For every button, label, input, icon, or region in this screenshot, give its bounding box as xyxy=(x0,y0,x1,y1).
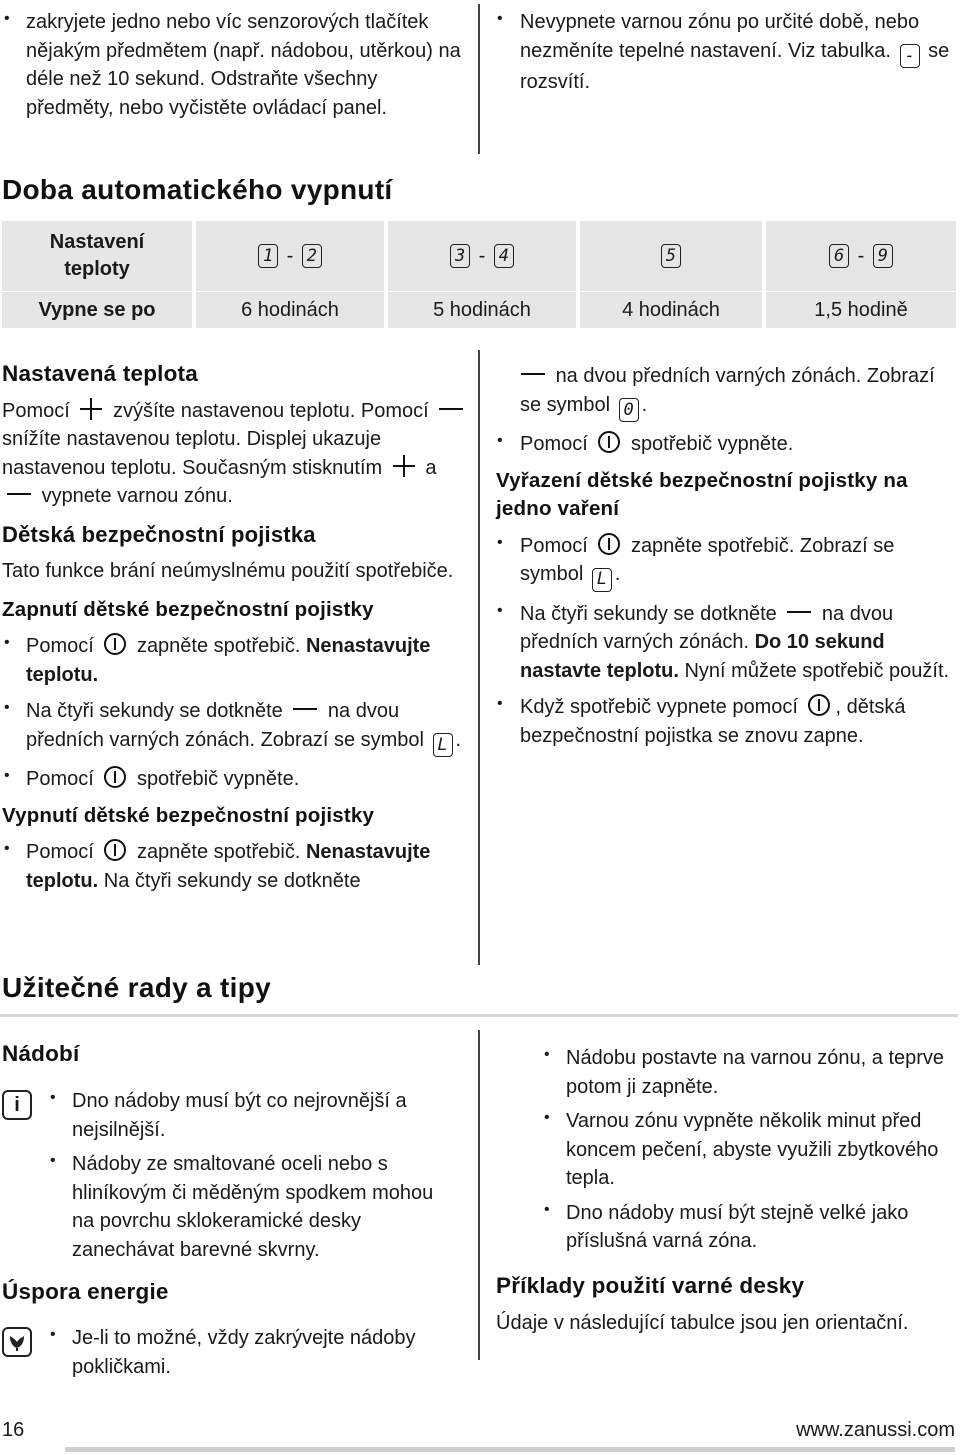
minus-icon xyxy=(6,482,32,506)
list-item: • Dno nádoby musí být co nejrovnější a nejsilnější. xyxy=(48,1087,460,1144)
power-icon xyxy=(103,838,127,862)
list-item: • Nádobu postavte na varnou zónu, a teprve potom ji zapněte. xyxy=(542,1044,958,1101)
header-cell: 6 - 9 xyxy=(766,221,956,291)
value-cell: 5 hodinách xyxy=(388,292,576,328)
minus-icon xyxy=(786,600,812,624)
top-right-block xyxy=(496,8,958,97)
auto-off-title: Doba automatického vypnutí xyxy=(2,174,393,205)
minus-icon xyxy=(292,697,318,721)
temp-paragraph: Pomocí zvýšíte nastavenou teplotu. Pomocí snížíte nastavenou teplotu. Displej ukazuje nastavenou teplotu. Současným stisknutím a vypnete varnou zónu. xyxy=(2,397,472,511)
value-cell: 6 hodinách xyxy=(196,292,384,328)
examples-block xyxy=(496,1272,958,1337)
energy-list xyxy=(48,1324,460,1381)
list-item: • Když spotřebič vypnete pomocí , dětská bezpečnostní pojistka se znovu zapne. xyxy=(496,693,958,750)
zero-symbol: 0 xyxy=(619,398,639,422)
column-divider xyxy=(478,1030,480,1360)
header-cell: 5 xyxy=(580,221,762,291)
child-lock-on-title: Zapnutí dětské bezpečnostní pojistky xyxy=(2,597,374,621)
child-lock-title: Dětská bezpečnostní pojistka xyxy=(2,521,316,547)
continued-text: na dvou předních varných zónách. Zobrazí se symbol 0 . xyxy=(496,362,958,422)
header-cell: 3 - 4 xyxy=(388,221,576,291)
row-label-setting: Nastavení teploty xyxy=(2,221,192,291)
list-item: • Na čtyři sekundy se dotkněte na dvou předních varných zónách. Do 10 sekund nastavte teplotu. Nyní můžete spotřebič použít. xyxy=(496,600,958,686)
header-cell: 1 - 2 xyxy=(196,221,384,291)
segment-symbol: - xyxy=(900,44,920,68)
list-item: • Nevypnete varnou zónu po určité době, nebo nezměníte tepelné nastavení. Viz tabulka. - se rozsvítí. xyxy=(496,8,958,97)
power-icon xyxy=(103,765,127,789)
right-column xyxy=(496,362,958,750)
list-item: • Nádoby ze smaltované oceli nebo s hliníkovým či měděným spodkem mohou na povrchu sklokeramické desky zanechávat barevné skvrny. xyxy=(48,1150,460,1264)
list-item: • Je-li to možné, vždy zakrývejte nádoby pokličkami. xyxy=(48,1324,460,1381)
plus-icon xyxy=(392,454,416,478)
power-icon xyxy=(597,430,621,454)
plus-icon xyxy=(79,397,103,421)
tips-title: Užitečné rady a tipy xyxy=(2,972,271,1003)
footer-url[interactable]: www.zanussi.com xyxy=(796,1419,955,1441)
power-icon xyxy=(103,632,127,656)
one-time-title: Vyřazení dětské bezpečnostní pojistky na jedno vaření xyxy=(496,468,908,520)
minus-icon xyxy=(520,362,546,386)
page-number: 16 xyxy=(2,1419,25,1441)
examples-title: Příklady použití varné desky xyxy=(496,1273,805,1298)
value-cell: 4 hodinách xyxy=(580,292,762,328)
left-column xyxy=(2,360,472,895)
power-icon xyxy=(597,532,621,556)
cookware-title: Nádobí xyxy=(2,1041,80,1066)
energy-title: Úspora energie xyxy=(2,1279,169,1304)
child-lock-off-title: Vypnutí dětské bezpečnostní pojistky xyxy=(2,803,375,827)
list-item: • Pomocí zapněte spotřebič. Zobrazí se symbol L . xyxy=(496,532,958,592)
section-rule xyxy=(0,1014,958,1017)
list-item: • Na čtyři sekundy se dotkněte na dvou předních varných zónách. Zobrazí se symbol L . xyxy=(2,697,472,757)
temp-title: Nastavená teplota xyxy=(2,361,198,386)
tips-right-list xyxy=(542,1044,958,1256)
list-item: • zakryjete jedno nebo víc senzorových tlačítek nějakým předmětem (např. nádobou, utěrkou) na déle než 10 sekund. Odstraňte všechny předměty, nebo vyčistěte ovládací panel. xyxy=(2,8,464,122)
column-divider xyxy=(478,4,480,154)
top-left-block xyxy=(2,8,464,122)
list-item: • Varnou zónu vypněte několik minut před koncem pečení, abyste využili zbytkového tepla. xyxy=(542,1107,958,1193)
cookware-list xyxy=(48,1087,460,1264)
list-item: • Pomocí spotřebič vypněte. xyxy=(2,765,472,794)
info-icon: i xyxy=(2,1090,32,1120)
list-item: • Dno nádoby musí být stejně velké jako příslušná varná zóna. xyxy=(542,1199,958,1256)
child-lock-text: Tato funkce brání neúmyslnému použití spotřebiče. xyxy=(2,560,454,582)
column-divider xyxy=(478,350,480,965)
leaf-icon xyxy=(7,1332,27,1352)
footer-rule xyxy=(65,1447,955,1452)
tips-left xyxy=(2,1040,462,1083)
row-label-off-after: Vypne se po xyxy=(2,292,192,328)
value-cell: 1,5 hodině xyxy=(766,292,956,328)
minus-icon xyxy=(438,397,464,421)
list-item: • Pomocí zapněte spotřebič. Nenastavujte teplotu. Na čtyři sekundy se dotkněte xyxy=(2,838,472,895)
list-item: • Pomocí zapněte spotřebič. Nenastavujte teplotu. xyxy=(2,632,472,689)
power-icon xyxy=(807,693,831,717)
lock-symbol: L xyxy=(433,733,453,757)
list-item: • Pomocí spotřebič vypněte. xyxy=(496,430,958,459)
energy-saving-icon xyxy=(2,1327,32,1357)
lock-symbol: L xyxy=(592,568,612,592)
examples-text: Údaje v následující tabulce jsou jen orientační. xyxy=(496,1311,909,1334)
